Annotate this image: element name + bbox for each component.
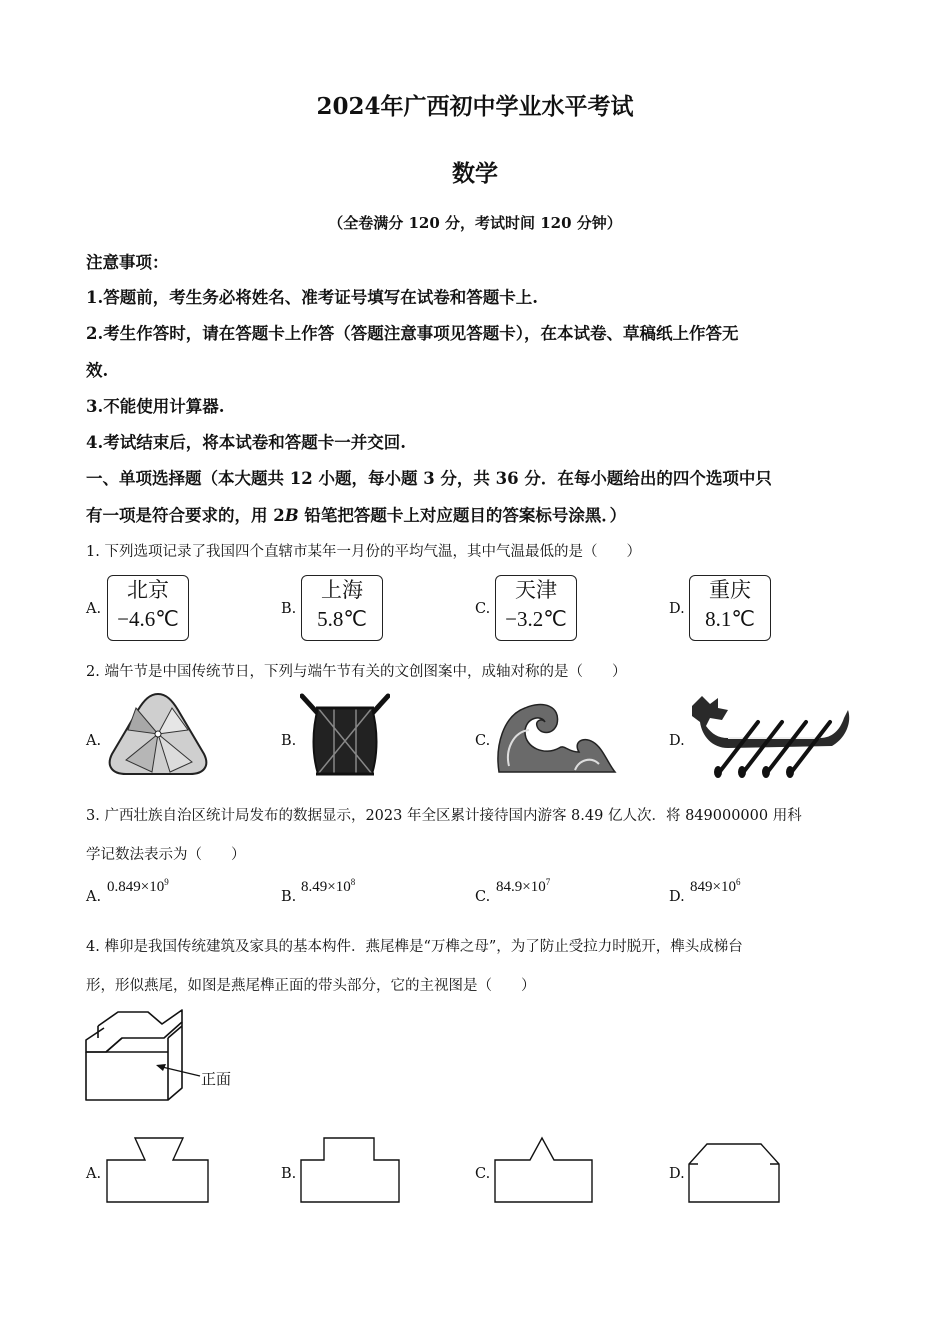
temperature: 5.8℃ xyxy=(317,607,367,631)
q2-option-b-label: B. xyxy=(281,733,297,749)
zongzi-icon xyxy=(106,690,210,778)
note-2-cont: 效. xyxy=(86,361,109,380)
q3-option-b-label: B. xyxy=(281,889,297,905)
question-4-stem-cont: 形，形似燕尾，如图是燕尾榫正面的带头部分，它的主视图是（ ） xyxy=(86,978,536,994)
exam-title: 2024年广西初中学业水平考试 xyxy=(316,93,634,120)
drum-icon xyxy=(300,690,390,780)
question-2-stem: 2. 端午节是中国传统节日，下列与端午节有关的文创图案中，成轴对称的是（ ） xyxy=(86,664,627,680)
q4-option-c-label: C. xyxy=(475,1166,491,1182)
question-4-stem: 4. 榫卯是我国传统建筑及家具的基本构件．燕尾榫是“万榫之母”，为了防止受拉力时脱开，榫头成梯台 xyxy=(86,939,743,955)
dovetail-3d-figure xyxy=(84,1004,204,1108)
notes-heading: 注意事项： xyxy=(86,253,169,272)
note-3: 3.不能使用计算器. xyxy=(86,397,225,416)
city-name: 重庆 xyxy=(709,578,751,602)
exam-info: （全卷满分 120 分，考试时间 120 分钟） xyxy=(328,214,622,232)
q4-option-a-figure xyxy=(104,1134,212,1206)
q4-option-b-figure xyxy=(298,1134,404,1206)
city-name: 上海 xyxy=(321,578,363,602)
q3-option-c-label: C. xyxy=(475,889,491,905)
subject-title: 数学 xyxy=(452,160,498,187)
q2-option-c-label: C. xyxy=(475,733,491,749)
q1-option-c-card xyxy=(495,575,577,641)
question-3-stem-cont: 学记数法表示为（ ） xyxy=(86,847,246,863)
temperature: −4.6℃ xyxy=(117,607,179,631)
q2-option-d-label: D. xyxy=(669,733,685,749)
q1-option-b-card xyxy=(301,575,383,641)
wave-icon xyxy=(495,696,617,778)
q3-option-a-label: A. xyxy=(86,889,102,905)
q1-option-b-label: B. xyxy=(281,601,297,617)
front-label: 正面 xyxy=(201,1070,232,1088)
q2-option-a-label: A. xyxy=(86,733,102,749)
q1-option-a-card xyxy=(107,575,189,641)
q3-option-b-value: $8.49\times 10^8$ xyxy=(301,877,356,895)
q1-option-c-label: C. xyxy=(475,601,491,617)
note-4: 4.考试结束后，将本试卷和答题卡一并交回. xyxy=(86,433,406,452)
question-3-stem: 3. 广西壮族自治区统计局发布的数据显示，2023 年全区累计接待国内游客 8.49 亿人次．将 849000000 用科 xyxy=(86,808,802,824)
question-1-stem: 1. 下列选项记录了我国四个直辖市某年一月份的平均气温，其中气温最低的是（ ） xyxy=(86,544,641,560)
temperature: −3.2℃ xyxy=(505,607,567,631)
q4-option-b-label: B. xyxy=(281,1166,297,1182)
q3-option-c-value: $84.9\times 10^7$ xyxy=(496,877,551,895)
city-name: 天津 xyxy=(515,578,557,602)
q1-option-d-card xyxy=(689,575,771,641)
q1-option-a-label: A. xyxy=(86,601,102,617)
q3-option-d-label: D. xyxy=(669,889,685,905)
note-1: 1.答题前，考生务必将姓名、准考证号填写在试卷和答题卡上. xyxy=(86,288,538,307)
q4-option-d-figure xyxy=(686,1134,784,1206)
q1-option-d-label: D. xyxy=(669,601,685,617)
q4-option-c-figure xyxy=(492,1134,596,1206)
temperature: 8.1℃ xyxy=(705,607,755,631)
dragon-boat-icon xyxy=(688,692,852,778)
q3-option-a-value: $0.849\times 10^9$ xyxy=(107,877,169,895)
section-heading: 一、单项选择题（本大题共 12 小题，每小题 3 分，共 36 分．在每小题给出的四个选项中只 xyxy=(86,469,772,488)
note-2: 2.考生作答时，请在答题卡上作答（答题注意事项见答题卡），在本试卷、草稿纸上作答无 xyxy=(86,324,739,343)
q4-option-d-label: D. xyxy=(669,1166,685,1182)
city-name: 北京 xyxy=(127,578,169,602)
q3-option-d-value: $849\times 10^6$ xyxy=(690,877,741,895)
section-heading-cont: 有一项是符合要求的，用 2B 铅笔把答题卡上对应题目的答案标号涂黑．） xyxy=(86,506,627,525)
q4-option-a-label: A. xyxy=(86,1166,102,1182)
